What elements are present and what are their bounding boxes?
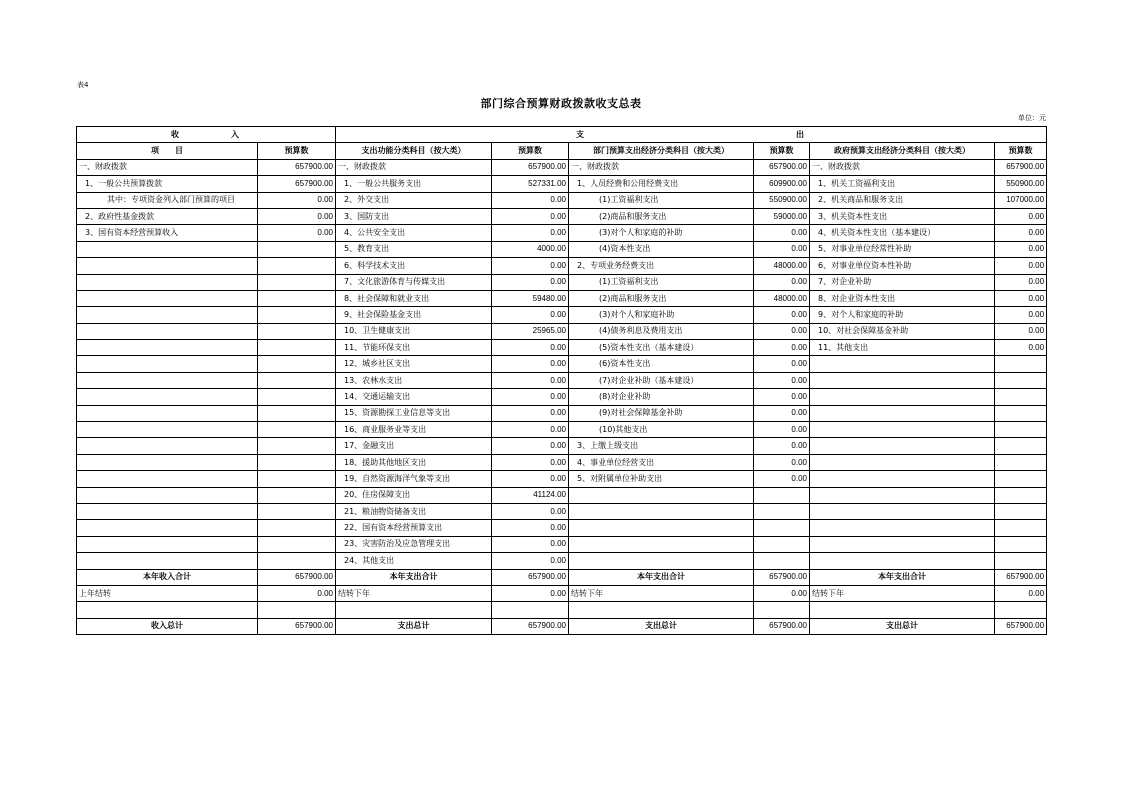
gov-econ-item-cell: 一、财政拨款 bbox=[810, 159, 995, 175]
table-row bbox=[77, 323, 1047, 339]
dept-econ-item-cell: 5、对附属单位补助支出 bbox=[569, 471, 754, 487]
func-budget-cell: 657900.00 bbox=[492, 159, 569, 175]
dept-budget-cell: 657900.00 bbox=[754, 159, 810, 175]
dept-econ-item-cell: 1、人员经费和公用经费支出 bbox=[569, 176, 754, 192]
func-class-item-cell: 18、援助其他地区支出 bbox=[336, 454, 492, 470]
dept-econ-item-cell: 4、事业单位经营支出 bbox=[569, 454, 754, 470]
func-budget-cell: 0.00 bbox=[492, 438, 569, 454]
income-budget-cell: 657900.00 bbox=[258, 159, 336, 175]
func-budget-cell: 0.00 bbox=[492, 340, 569, 356]
income-item-cell bbox=[77, 487, 258, 503]
func-budget-cell: 0.00 bbox=[492, 372, 569, 388]
expense-grand-total-value: 657900.00 bbox=[995, 618, 1047, 634]
func-class-item-cell: 9、社会保险基金支出 bbox=[336, 307, 492, 323]
func-class-item-cell: 7、文化旅游体育与传媒支出 bbox=[336, 274, 492, 290]
table-row bbox=[77, 454, 1047, 470]
income-item-cell: 一、财政拨款 bbox=[77, 159, 258, 175]
table-row bbox=[77, 438, 1047, 454]
table-row bbox=[77, 356, 1047, 372]
dept-econ-item-cell bbox=[569, 520, 754, 536]
unit-label: 单位：元 bbox=[1018, 114, 1046, 122]
income-budget-cell bbox=[258, 307, 336, 323]
income-budget-cell bbox=[258, 241, 336, 257]
table-row bbox=[77, 241, 1047, 257]
empty-cell bbox=[995, 602, 1047, 618]
dept-econ-item-cell: (6)资本性支出 bbox=[569, 356, 754, 372]
expense-grand-total-value: 657900.00 bbox=[492, 618, 569, 634]
func-budget-cell: 0.00 bbox=[492, 389, 569, 405]
income-budget-cell bbox=[258, 553, 336, 569]
dept-budget-cell: 48000.00 bbox=[754, 290, 810, 306]
gov-budget-cell: 550900.00 bbox=[995, 176, 1047, 192]
gov-budget-cell: 0.00 bbox=[995, 340, 1047, 356]
table-row bbox=[77, 192, 1047, 208]
dept-econ-item-cell: 3、上缴上级支出 bbox=[569, 438, 754, 454]
table-row bbox=[77, 471, 1047, 487]
income-budget-cell bbox=[258, 356, 336, 372]
table-row bbox=[77, 389, 1047, 405]
col-header-budget: 预算数 bbox=[754, 143, 810, 159]
prev-carry-label: 上年结转 bbox=[77, 585, 258, 601]
func-class-item-cell: 6、科学技术支出 bbox=[336, 258, 492, 274]
func-budget-cell: 0.00 bbox=[492, 536, 569, 552]
dept-econ-item-cell: (1)工资福利支出 bbox=[569, 274, 754, 290]
income-item-cell bbox=[77, 372, 258, 388]
income-budget-cell bbox=[258, 422, 336, 438]
dept-econ-item-cell: (4)债务利息及费用支出 bbox=[569, 323, 754, 339]
table-row bbox=[77, 159, 1047, 175]
col-header-budget: 预算数 bbox=[258, 143, 336, 159]
income-item-cell: 1、一般公共预算拨款 bbox=[77, 176, 258, 192]
func-class-item-cell: 5、教育支出 bbox=[336, 241, 492, 257]
gov-budget-cell bbox=[995, 438, 1047, 454]
table-row bbox=[77, 274, 1047, 290]
dept-econ-item-cell: (1)工资福利支出 bbox=[569, 192, 754, 208]
income-budget-cell bbox=[258, 323, 336, 339]
income-budget-cell: 0.00 bbox=[258, 192, 336, 208]
table-row bbox=[77, 208, 1047, 224]
dept-econ-item-cell: (3)对个人和家庭补助 bbox=[569, 307, 754, 323]
gov-budget-cell bbox=[995, 422, 1047, 438]
dept-budget-cell: 0.00 bbox=[754, 356, 810, 372]
income-budget-cell bbox=[258, 290, 336, 306]
empty-cell bbox=[569, 602, 754, 618]
gov-budget-cell bbox=[995, 356, 1047, 372]
dept-econ-item-cell: (9)对社会保障基金补助 bbox=[569, 405, 754, 421]
dept-budget-cell: 59000.00 bbox=[754, 208, 810, 224]
gov-budget-cell: 0.00 bbox=[995, 307, 1047, 323]
func-class-item-cell: 24、其他支出 bbox=[336, 553, 492, 569]
income-budget-cell bbox=[258, 487, 336, 503]
dept-budget-cell: 0.00 bbox=[754, 241, 810, 257]
table-row bbox=[77, 307, 1047, 323]
grand-total-row bbox=[77, 618, 1047, 634]
dept-budget-cell: 0.00 bbox=[754, 422, 810, 438]
empty-cell bbox=[258, 602, 336, 618]
income-budget-cell bbox=[258, 258, 336, 274]
dept-budget-cell: 0.00 bbox=[754, 323, 810, 339]
func-class-item-cell: 2、外交支出 bbox=[336, 192, 492, 208]
gov-budget-cell bbox=[995, 536, 1047, 552]
income-budget-cell bbox=[258, 471, 336, 487]
table-row bbox=[77, 372, 1047, 388]
dept-budget-cell: 0.00 bbox=[754, 471, 810, 487]
income-item-cell bbox=[77, 438, 258, 454]
func-budget-cell: 0.00 bbox=[492, 192, 569, 208]
gov-total-label: 本年支出合计 bbox=[810, 569, 995, 585]
func-class-item-cell: 13、农林水支出 bbox=[336, 372, 492, 388]
col-header-budget: 预算数 bbox=[995, 143, 1047, 159]
func-class-item-cell: 12、城乡社区支出 bbox=[336, 356, 492, 372]
gov-budget-cell: 657900.00 bbox=[995, 159, 1047, 175]
gov-econ-item-cell: 3、机关资本性支出 bbox=[810, 208, 995, 224]
income-item-cell bbox=[77, 454, 258, 470]
table-row bbox=[77, 536, 1047, 552]
gov-econ-item-cell: 9、对个人和家庭的补助 bbox=[810, 307, 995, 323]
gov-budget-cell bbox=[995, 372, 1047, 388]
gov-budget-cell bbox=[995, 405, 1047, 421]
gov-econ-item-cell: 7、对企业补助 bbox=[810, 274, 995, 290]
col-header-budget: 预算数 bbox=[492, 143, 569, 159]
gov-econ-item-cell bbox=[810, 536, 995, 552]
gov-econ-item-cell: 6、对事业单位资本性补助 bbox=[810, 258, 995, 274]
gov-budget-cell: 0.00 bbox=[995, 258, 1047, 274]
income-grand-total-value: 657900.00 bbox=[258, 618, 336, 634]
func-budget-cell: 0.00 bbox=[492, 307, 569, 323]
gov-budget-cell: 0.00 bbox=[995, 323, 1047, 339]
income-item-cell bbox=[77, 422, 258, 438]
table-row bbox=[77, 340, 1047, 356]
income-budget-cell bbox=[258, 454, 336, 470]
func-budget-cell: 527331.00 bbox=[492, 176, 569, 192]
dept-budget-cell: 550900.00 bbox=[754, 192, 810, 208]
dept-budget-cell: 0.00 bbox=[754, 274, 810, 290]
gov-budget-cell: 107000.00 bbox=[995, 192, 1047, 208]
func-budget-cell: 0.00 bbox=[492, 553, 569, 569]
dept-budget-cell: 0.00 bbox=[754, 454, 810, 470]
gov-econ-item-cell bbox=[810, 471, 995, 487]
empty-cell bbox=[492, 602, 569, 618]
dept-econ-item-cell: (3)对个人和家庭的补助 bbox=[569, 225, 754, 241]
dept-budget-cell bbox=[754, 487, 810, 503]
income-item-cell bbox=[77, 241, 258, 257]
gov-budget-cell: 0.00 bbox=[995, 208, 1047, 224]
income-budget-cell: 0.00 bbox=[258, 208, 336, 224]
income-item-cell bbox=[77, 290, 258, 306]
gov-econ-item-cell bbox=[810, 503, 995, 519]
col-header-func-class: 支出功能分类科目（按大类） bbox=[336, 143, 492, 159]
func-budget-cell: 0.00 bbox=[492, 520, 569, 536]
gov-econ-item-cell bbox=[810, 356, 995, 372]
func-class-item-cell: 3、国防支出 bbox=[336, 208, 492, 224]
dept-total-label: 本年支出合计 bbox=[569, 569, 754, 585]
income-budget-cell bbox=[258, 372, 336, 388]
func-class-item-cell: 15、资源勘探工业信息等支出 bbox=[336, 405, 492, 421]
income-item-cell bbox=[77, 274, 258, 290]
income-item-cell bbox=[77, 553, 258, 569]
dept-budget-cell bbox=[754, 553, 810, 569]
income-budget-cell bbox=[258, 438, 336, 454]
func-budget-cell: 0.00 bbox=[492, 503, 569, 519]
func-class-item-cell: 23、灾害防治及应急管理支出 bbox=[336, 536, 492, 552]
dept-econ-item-cell: 2、专项业务经费支出 bbox=[569, 258, 754, 274]
table-row bbox=[77, 520, 1047, 536]
dept-budget-cell bbox=[754, 536, 810, 552]
gov-econ-item-cell: 11、其他支出 bbox=[810, 340, 995, 356]
income-item-cell bbox=[77, 323, 258, 339]
section-header-row bbox=[77, 127, 1047, 143]
dept-econ-item-cell bbox=[569, 536, 754, 552]
empty-cell bbox=[77, 602, 258, 618]
gov-econ-item-cell: 8、对企业资本性支出 bbox=[810, 290, 995, 306]
gov-budget-cell: 0.00 bbox=[995, 274, 1047, 290]
func-budget-cell: 0.00 bbox=[492, 422, 569, 438]
dept-budget-cell: 0.00 bbox=[754, 225, 810, 241]
table-number-label: 表4 bbox=[77, 81, 89, 89]
empty-cell bbox=[754, 602, 810, 618]
income-item-cell bbox=[77, 389, 258, 405]
dept-econ-item-cell: 一、财政拨款 bbox=[569, 159, 754, 175]
func-class-item-cell: 20、住房保障支出 bbox=[336, 487, 492, 503]
income-budget-cell: 657900.00 bbox=[258, 176, 336, 192]
col-header-gov-econ-class: 政府预算支出经济分类科目（按大类） bbox=[810, 143, 995, 159]
gov-econ-item-cell bbox=[810, 389, 995, 405]
empty-cell bbox=[810, 602, 995, 618]
table-row bbox=[77, 405, 1047, 421]
income-budget-cell bbox=[258, 520, 336, 536]
table-row bbox=[77, 503, 1047, 519]
dept-econ-item-cell bbox=[569, 487, 754, 503]
dept-budget-cell bbox=[754, 503, 810, 519]
gov-econ-item-cell bbox=[810, 553, 995, 569]
next-carry-label: 结转下年 bbox=[336, 585, 492, 601]
func-class-item-cell: 19、自然资源海洋气象等支出 bbox=[336, 471, 492, 487]
gov-econ-item-cell bbox=[810, 520, 995, 536]
income-section-header: 收 入 bbox=[77, 127, 336, 143]
dept-budget-cell: 609900.00 bbox=[754, 176, 810, 192]
func-class-item-cell: 22、国有资本经营预算支出 bbox=[336, 520, 492, 536]
gov-econ-item-cell: 2、机关商品和服务支出 bbox=[810, 192, 995, 208]
gov-budget-cell: 0.00 bbox=[995, 290, 1047, 306]
income-item-cell bbox=[77, 356, 258, 372]
func-budget-cell: 0.00 bbox=[492, 274, 569, 290]
gov-budget-cell bbox=[995, 503, 1047, 519]
gov-budget-cell: 0.00 bbox=[995, 225, 1047, 241]
gov-budget-cell: 0.00 bbox=[995, 241, 1047, 257]
func-class-item-cell: 一、财政拨款 bbox=[336, 159, 492, 175]
dept-econ-item-cell: (2)商品和服务支出 bbox=[569, 208, 754, 224]
func-budget-cell: 0.00 bbox=[492, 208, 569, 224]
gov-econ-item-cell: 4、机关资本性支出（基本建设） bbox=[810, 225, 995, 241]
gov-budget-cell bbox=[995, 487, 1047, 503]
next-carry-label: 结转下年 bbox=[569, 585, 754, 601]
expense-grand-total-label: 支出总计 bbox=[810, 618, 995, 634]
func-total-label: 本年支出合计 bbox=[336, 569, 492, 585]
income-total-value: 657900.00 bbox=[258, 569, 336, 585]
dept-budget-cell: 0.00 bbox=[754, 307, 810, 323]
func-class-item-cell: 11、节能环保支出 bbox=[336, 340, 492, 356]
income-item-cell bbox=[77, 405, 258, 421]
func-class-item-cell: 17、金融支出 bbox=[336, 438, 492, 454]
spacer-row bbox=[77, 602, 1047, 618]
func-budget-cell: 0.00 bbox=[492, 471, 569, 487]
income-item-cell bbox=[77, 340, 258, 356]
table-row bbox=[77, 176, 1047, 192]
document-title: 部门综合预算财政拨款收支总表 bbox=[480, 97, 642, 110]
gov-econ-item-cell bbox=[810, 487, 995, 503]
table-row bbox=[77, 258, 1047, 274]
dept-budget-cell: 48000.00 bbox=[754, 258, 810, 274]
income-item-cell bbox=[77, 471, 258, 487]
gov-budget-cell bbox=[995, 471, 1047, 487]
income-item-cell bbox=[77, 307, 258, 323]
income-item-cell: 2、政府性基金拨款 bbox=[77, 208, 258, 224]
income-item-cell: 3、国有资本经营预算收入 bbox=[77, 225, 258, 241]
dept-budget-cell: 0.00 bbox=[754, 372, 810, 388]
func-budget-cell: 41124.00 bbox=[492, 487, 569, 503]
func-total-value: 657900.00 bbox=[492, 569, 569, 585]
carry-over-row bbox=[77, 585, 1047, 601]
dept-econ-item-cell: (5)资本性支出（基本建设） bbox=[569, 340, 754, 356]
income-budget-cell bbox=[258, 503, 336, 519]
table-row bbox=[77, 225, 1047, 241]
func-class-item-cell: 14、交通运输支出 bbox=[336, 389, 492, 405]
expense-section-header: 支 出 bbox=[336, 127, 1047, 143]
expense-grand-total-label: 支出总计 bbox=[336, 618, 492, 634]
func-class-item-cell: 4、公共安全支出 bbox=[336, 225, 492, 241]
func-budget-cell: 0.00 bbox=[492, 405, 569, 421]
dept-econ-item-cell: (8)对企业补助 bbox=[569, 389, 754, 405]
table-row bbox=[77, 553, 1047, 569]
dept-econ-item-cell bbox=[569, 503, 754, 519]
func-class-item-cell: 1、一般公共服务支出 bbox=[336, 176, 492, 192]
expense-grand-total-label: 支出总计 bbox=[569, 618, 754, 634]
dept-budget-cell: 0.00 bbox=[754, 389, 810, 405]
income-budget-cell: 0.00 bbox=[258, 225, 336, 241]
gov-econ-item-cell bbox=[810, 372, 995, 388]
dept-budget-cell: 0.00 bbox=[754, 340, 810, 356]
gov-econ-item-cell bbox=[810, 422, 995, 438]
gov-econ-item-cell: 1、机关工资福利支出 bbox=[810, 176, 995, 192]
dept-econ-item-cell bbox=[569, 553, 754, 569]
income-budget-cell bbox=[258, 536, 336, 552]
gov-econ-item-cell bbox=[810, 454, 995, 470]
table-row bbox=[77, 487, 1047, 503]
prev-carry-value: 0.00 bbox=[258, 585, 336, 601]
dept-total-value: 657900.00 bbox=[754, 569, 810, 585]
income-item-cell bbox=[77, 520, 258, 536]
income-item-cell bbox=[77, 536, 258, 552]
next-carry-value: 0.00 bbox=[492, 585, 569, 601]
func-class-item-cell: 16、商业服务业等支出 bbox=[336, 422, 492, 438]
next-carry-label: 结转下年 bbox=[810, 585, 995, 601]
column-header-row bbox=[77, 143, 1047, 159]
col-header-item: 项 目 bbox=[77, 143, 258, 159]
income-budget-cell bbox=[258, 389, 336, 405]
func-budget-cell: 25965.00 bbox=[492, 323, 569, 339]
income-budget-cell bbox=[258, 405, 336, 421]
func-budget-cell: 59480.00 bbox=[492, 290, 569, 306]
totals-row bbox=[77, 569, 1047, 585]
dept-econ-item-cell: (10)其他支出 bbox=[569, 422, 754, 438]
gov-econ-item-cell: 10、对社会保障基金补助 bbox=[810, 323, 995, 339]
table-row bbox=[77, 290, 1047, 306]
gov-budget-cell bbox=[995, 520, 1047, 536]
func-class-item-cell: 8、社会保障和就业支出 bbox=[336, 290, 492, 306]
func-budget-cell: 4000.00 bbox=[492, 241, 569, 257]
col-header-dept-econ-class: 部门预算支出经济分类科目（按大类） bbox=[569, 143, 754, 159]
func-budget-cell: 0.00 bbox=[492, 258, 569, 274]
income-item-cell bbox=[77, 258, 258, 274]
table-row bbox=[77, 422, 1047, 438]
func-class-item-cell: 10、卫生健康支出 bbox=[336, 323, 492, 339]
func-budget-cell: 0.00 bbox=[492, 454, 569, 470]
dept-econ-item-cell: (4)资本性支出 bbox=[569, 241, 754, 257]
dept-budget-cell bbox=[754, 520, 810, 536]
gov-budget-cell bbox=[995, 454, 1047, 470]
income-item-cell: 其中：专项资金列入部门预算的项目 bbox=[77, 192, 258, 208]
dept-econ-item-cell: (2)商品和服务支出 bbox=[569, 290, 754, 306]
gov-budget-cell bbox=[995, 389, 1047, 405]
gov-econ-item-cell: 5、对事业单位经常性补助 bbox=[810, 241, 995, 257]
gov-econ-item-cell bbox=[810, 405, 995, 421]
dept-econ-item-cell: (7)对企业补助（基本建设） bbox=[569, 372, 754, 388]
empty-cell bbox=[336, 602, 492, 618]
income-budget-cell bbox=[258, 274, 336, 290]
func-budget-cell: 0.00 bbox=[492, 356, 569, 372]
gov-budget-cell bbox=[995, 553, 1047, 569]
func-class-item-cell: 21、粮油物资储备支出 bbox=[336, 503, 492, 519]
income-item-cell bbox=[77, 503, 258, 519]
func-budget-cell: 0.00 bbox=[492, 225, 569, 241]
next-carry-value: 0.00 bbox=[995, 585, 1047, 601]
budget-summary-table bbox=[76, 126, 1047, 635]
dept-budget-cell: 0.00 bbox=[754, 405, 810, 421]
income-budget-cell bbox=[258, 340, 336, 356]
next-carry-value: 0.00 bbox=[754, 585, 810, 601]
expense-grand-total-value: 657900.00 bbox=[754, 618, 810, 634]
income-total-label: 本年收入合计 bbox=[77, 569, 258, 585]
gov-econ-item-cell bbox=[810, 438, 995, 454]
gov-total-value: 657900.00 bbox=[995, 569, 1047, 585]
dept-budget-cell: 0.00 bbox=[754, 438, 810, 454]
income-grand-total-label: 收入总计 bbox=[77, 618, 258, 634]
